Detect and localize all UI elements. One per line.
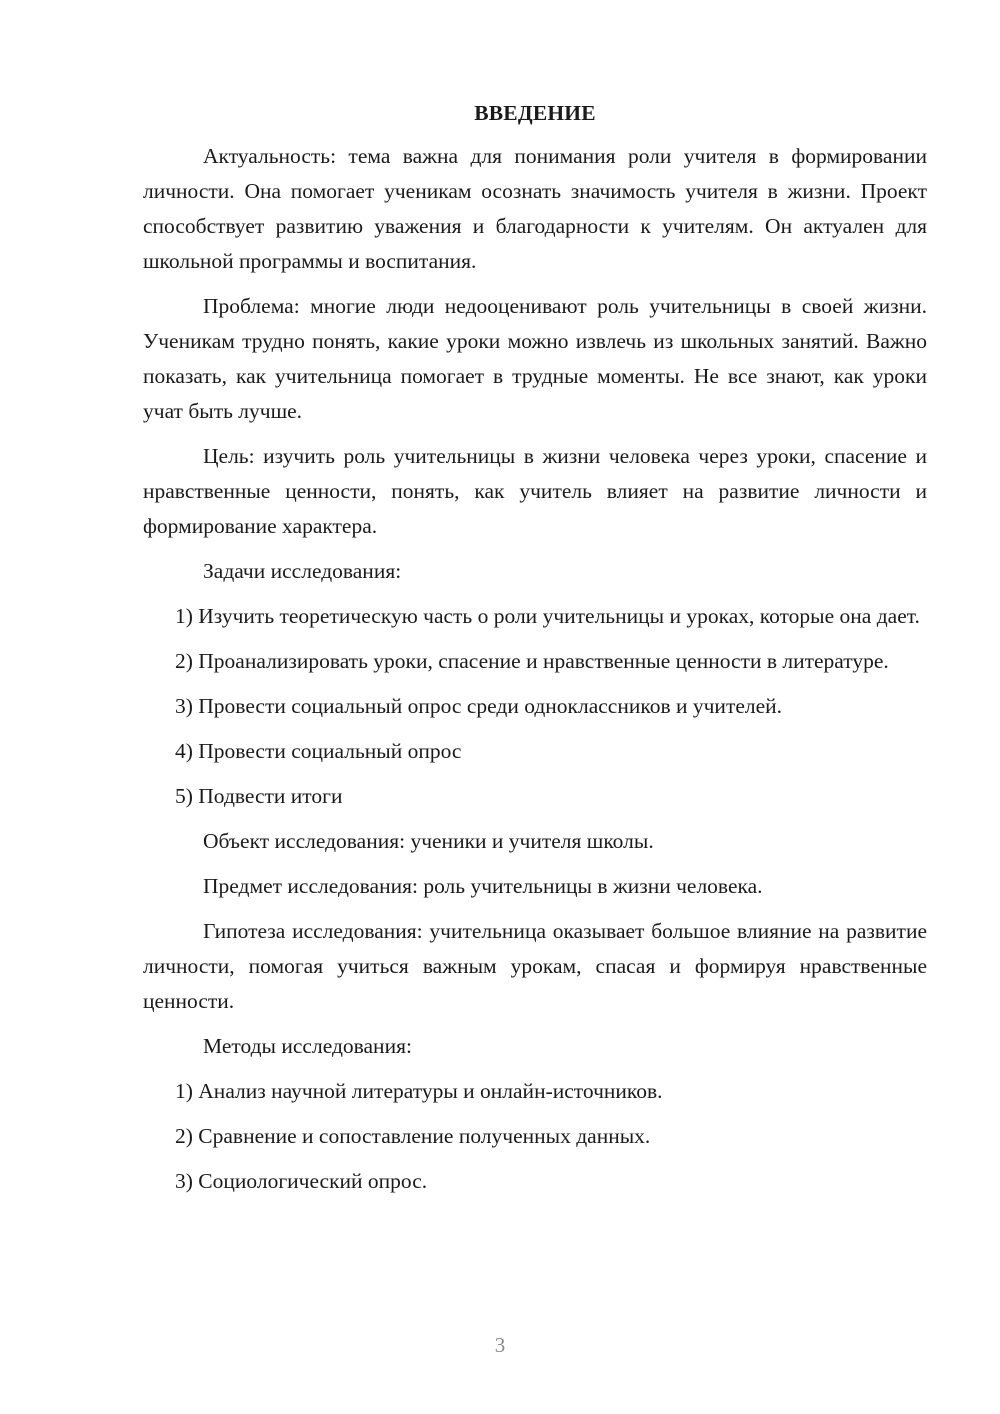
page-number: 3: [494, 1333, 506, 1357]
relevance-paragraph: Актуальность: тема важна для понимания роли учителя в формировании личности. Она помогает ученикам осознать значимость учителя в жизни. Проект способствует развитию уважения и благодарности к учителям. Он актуален для школьной программы и воспитания.: [143, 144, 927, 273]
hypothesis-paragraph: Гипотеза исследования: учительница оказывает большое влияние на развитие личности, помогая учиться важным урокам, спасая и формируя нравственные ценности.: [143, 919, 927, 1013]
task-item-2: 2) Проанализировать уроки, спасение и нравственные ценности в литературе.: [175, 649, 889, 673]
task-item-1: 1) Изучить теоретическую часть о роли учительницы и уроках, которые она дает.: [175, 604, 920, 628]
task-item-4: 4) Провести социальный опрос: [175, 739, 462, 763]
method-item-1: 1) Анализ научной литературы и онлайн-источников.: [175, 1079, 663, 1103]
section-title: ВВЕДЕНИЕ: [474, 101, 596, 125]
goal-paragraph: Цель: изучить роль учительницы в жизни человека через уроки, спасение и нравственные ценности, понять, как учитель влияет на развитие личности и формирование характера.: [143, 444, 927, 538]
task-item-5: 5) Подвести итоги: [175, 784, 343, 808]
object-paragraph: Объект исследования: ученики и учителя школы.: [203, 829, 654, 853]
method-item-3: 3) Социологический опрос.: [175, 1169, 428, 1193]
methods-heading: Методы исследования:: [203, 1034, 412, 1058]
method-item-2: 2) Сравнение и сопоставление полученных данных.: [175, 1124, 651, 1148]
problem-paragraph: Проблема: многие люди недооценивают роль учительницы в своей жизни. Ученикам трудно понять, какие уроки можно извлечь из школьных занятий. Важно показать, как учительница помогает в трудные моменты. Не все знают, как уроки учат быть лучше.: [143, 294, 927, 423]
document-page: [143, 96, 927, 1209]
task-item-3: 3) Провести социальный опрос среди одноклассников и учителей.: [175, 694, 783, 718]
tasks-heading: Задачи исследования:: [203, 559, 402, 583]
subject-paragraph: Предмет исследования: роль учительницы в жизни человека.: [203, 874, 763, 898]
